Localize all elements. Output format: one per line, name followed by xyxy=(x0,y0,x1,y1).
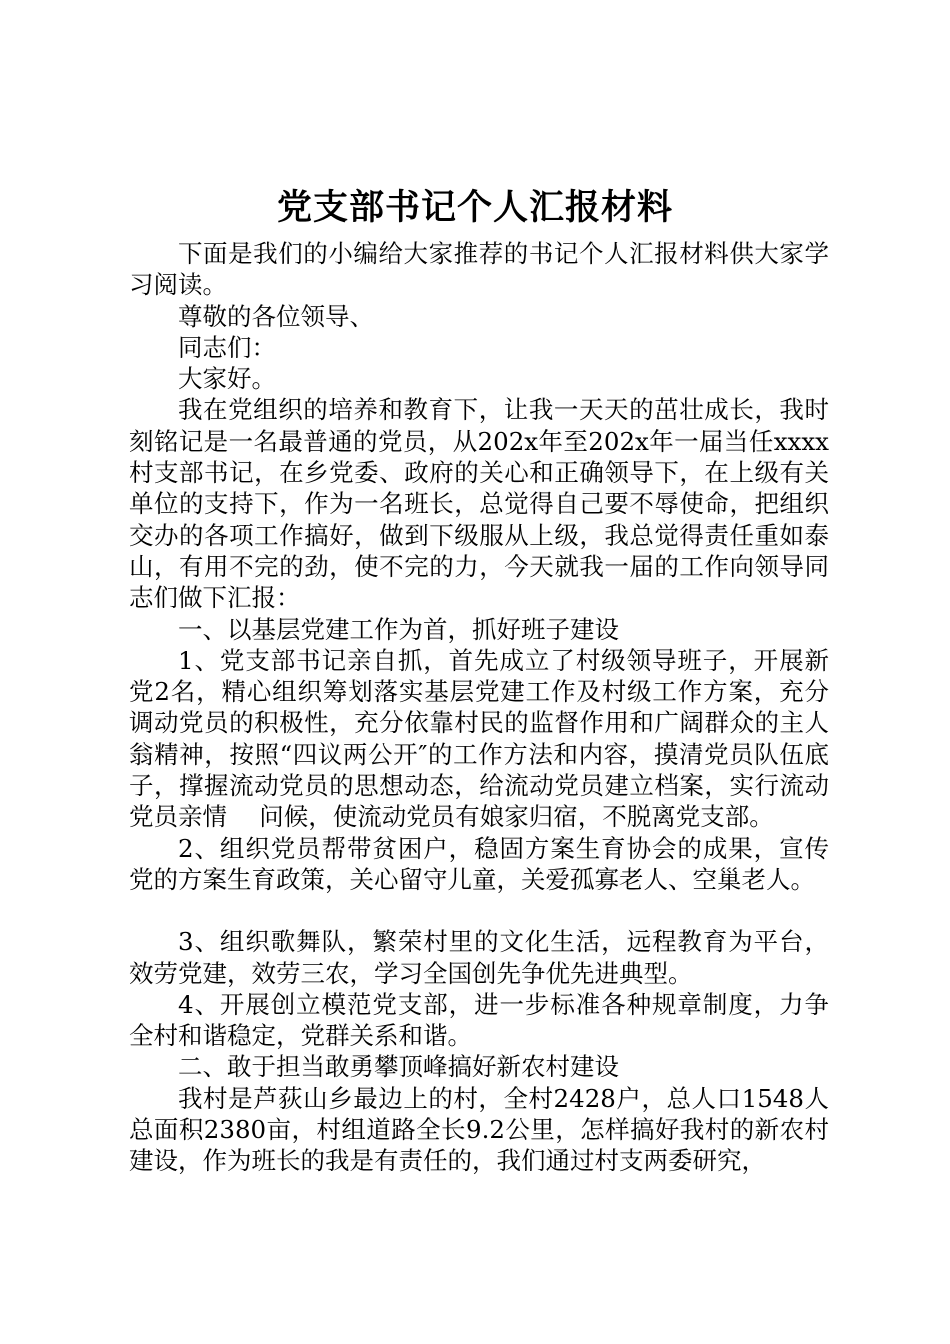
section-heading-1: 一、以基层党建工作为首，抓好班子建设 xyxy=(178,614,619,644)
section-heading-2: 二、敢于担当敢勇攀顶峰搞好新农村建设 xyxy=(178,1052,619,1082)
paragraph-salutation-leaders: 尊敬的各位领导、 xyxy=(178,301,374,331)
paragraph-village-info: 我村是芦荻山乡最边上的村，全村2428户，总人口1548人总面积2380亩，村组道路全长9.2公里，怎样搞好我村的新农村建设，作为班长的我是有责任的，我们通过村支两委研究， xyxy=(129,1083,829,1176)
document-body xyxy=(129,238,829,1177)
paragraph-opening: 我在党组织的培养和教育下，让我一天天的茁壮成长，我时刻铭记是一名最普通的党员，从202x年至202x年一届当任xxxx村支部书记，在乡党委、政府的关心和正确领导下，在上级有关单位的支持下，作为一名班长，总觉得自己要不辱使命，把组织交办的各项工作搞好，做到下级服从上级，我总觉得责任重如泰山，有用不完的劲，使不完的力，今天就我一届的工作向领导同志们做下汇报： xyxy=(129,395,829,613)
document-title: 党支部书记个人汇报材料 xyxy=(276,187,673,228)
paragraph-item-2: 2、组织党员帮带贫困户，稳固方案生育协会的成果，宣传党的方案生育政策，关心留守儿童，关爱孤寡老人、空巢老人。 xyxy=(129,833,829,894)
paragraph-greeting: 大家好。 xyxy=(178,364,276,394)
paragraph-item-1: 1、党支部书记亲自抓，首先成立了村级领导班子，开展新党2名，精心组织筹划落实基层党建工作及村级工作方案，充分调动党员的积极性，充分依靠村民的监督作用和广阔群众的主人翁精神，按照“四议两公开″的工作方法和内容，摸清党员队伍底子，撑握流动党员的思想动态，给流动党员建立档案，实行流动党员亲情 问候，使流动党员有娘家归宿，不脱离党支部。 xyxy=(129,645,829,832)
paragraph-intro: 下面是我们的小编给大家推荐的书记个人汇报材料供大家学习阅读。 xyxy=(129,239,829,300)
paragraph-item-4: 4、开展创立模范党支部，进一步标准各种规章制度，力争全村和谐稳定，党群关系和谐。 xyxy=(129,989,829,1051)
paragraph-salutation-comrades: 同志们： xyxy=(178,332,276,362)
paragraph-item-3: 3、组织歌舞队，繁荣村里的文化生活，远程教育为平台，效劳党建，效劳三农，学习全国创先争优先进典型。 xyxy=(129,927,829,988)
